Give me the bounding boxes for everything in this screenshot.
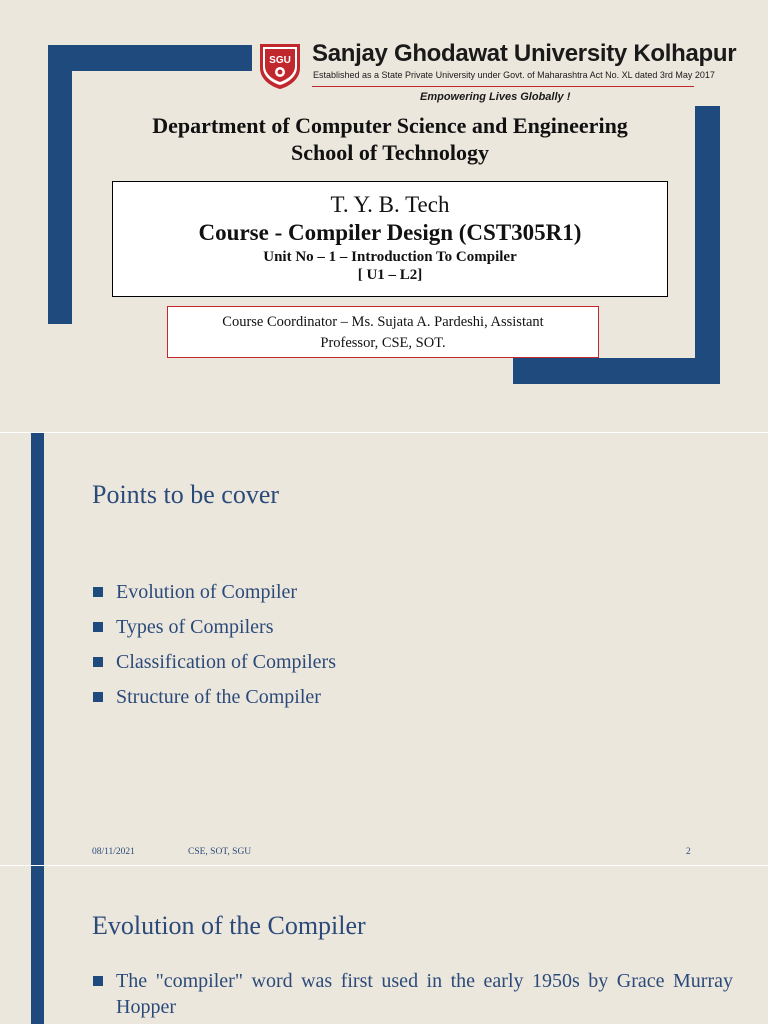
slide-title: Evolution of the Compiler: [92, 911, 366, 940]
list-item-text: Types of Compilers: [116, 616, 274, 638]
list-item: [92, 968, 733, 1020]
slide-title: Points to be cover: [92, 480, 280, 509]
coordinator-line-1: Course Coordinator – Ms. Sujata A. Pardeshi, Assistant: [222, 314, 544, 330]
list-item: [92, 648, 336, 683]
university-established: Established as a State Private University under Govt. of Maharashtra Act No. XL dated 3rd May 2017: [313, 70, 715, 80]
footer-date: 08/11/2021: [92, 847, 135, 857]
unit-title: Unit No – 1 – Introduction To Compiler: [263, 249, 517, 265]
list-item: [92, 578, 336, 613]
title-slide: [0, 0, 768, 432]
footer-org: CSE, SOT, SGU: [188, 847, 252, 857]
department-name: Department of Computer Science and Engineering: [152, 113, 628, 138]
shield-logo-text: SGU: [269, 55, 291, 66]
frame-bottom-right-horizontal: [513, 358, 720, 384]
bullet-square-icon: [93, 692, 103, 702]
lecture-code: [ U1 – L2]: [357, 267, 423, 283]
university-header: [252, 38, 737, 106]
footer-page-number: 2: [686, 847, 691, 857]
slide-accent-bar: [31, 433, 44, 865]
frame-left-vertical: [48, 45, 72, 324]
university-name: Sanjay Ghodawat University Kolhapur: [312, 40, 737, 67]
university-tagline: Empowering Lives Globally !: [420, 91, 571, 103]
course-title: Course - Compiler Design (CST305R1): [198, 220, 582, 245]
coordinator-box: [167, 306, 599, 358]
bullet-square-icon: [93, 622, 103, 632]
coordinator-line-2: Professor, CSE, SOT.: [320, 335, 446, 351]
course-title-box: [112, 181, 668, 297]
department-block: [0, 112, 768, 166]
points-list: [92, 578, 336, 718]
list-item-text: Evolution of Compiler: [116, 581, 298, 603]
frame-top-left-horizontal: [48, 45, 268, 71]
slide-accent-bar: [31, 866, 44, 1024]
header-divider: [312, 86, 694, 87]
list-item-text: Classification of Compilers: [116, 651, 336, 673]
bullet-square-icon: [93, 657, 103, 667]
university-shield-icon: [258, 42, 302, 90]
list-item: [92, 683, 336, 718]
bullet-square-icon: [93, 976, 103, 986]
evolution-list: [92, 968, 733, 1020]
program-title: T. Y. B. Tech: [330, 192, 450, 217]
evolution-slide: [0, 866, 768, 1024]
points-slide: [0, 433, 768, 865]
list-item-text: The "compiler" word was first used in the early 1950s by Grace Murray Hopper: [116, 970, 733, 1018]
list-item: [92, 613, 336, 648]
school-name: School of Technology: [290, 140, 490, 165]
bullet-square-icon: [93, 587, 103, 597]
list-item-text: Structure of the Compiler: [116, 686, 321, 708]
